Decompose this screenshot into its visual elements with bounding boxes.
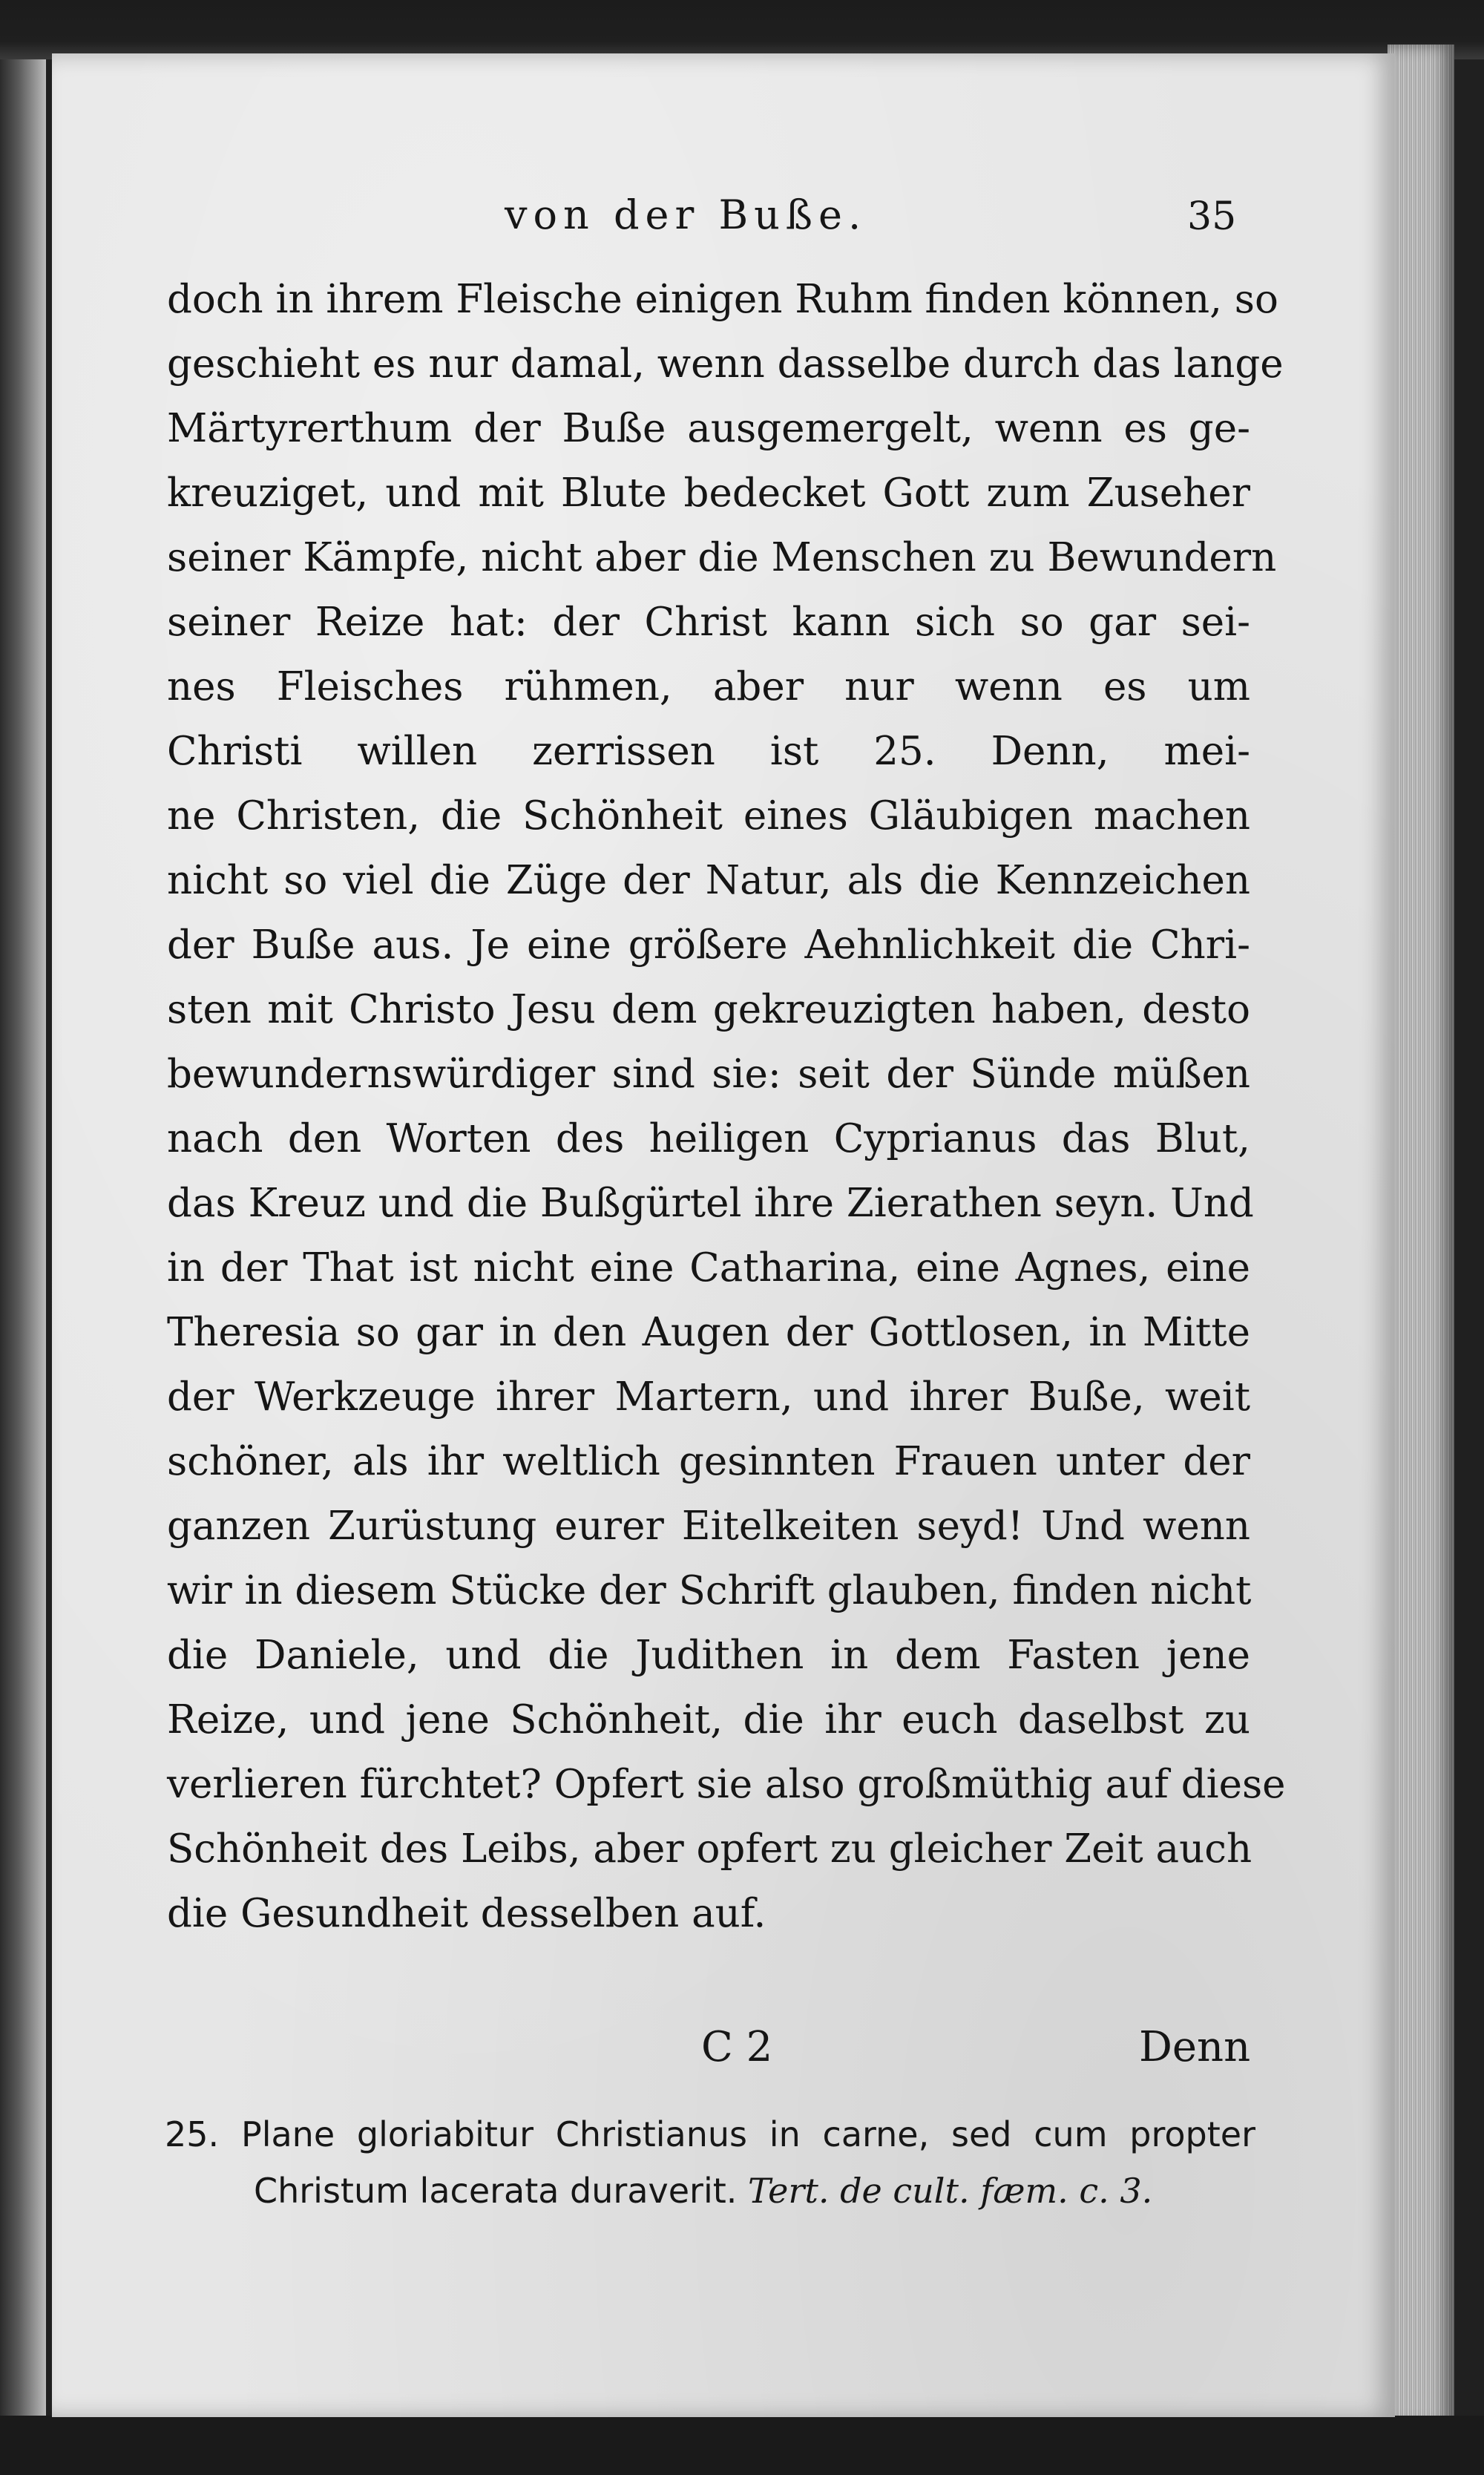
footnote-quote: Christum lacerata duraverit. <box>254 2171 738 2211</box>
text-line: die Gesundheit desselben auf. <box>167 1891 766 1936</box>
body-text <box>167 267 1286 1946</box>
signature-mark: C 2 <box>701 2023 773 2071</box>
text-line: Theresia so gar in den Augen der Gottlosen, in Mitte <box>167 1310 1250 1355</box>
catchword: Denn <box>1139 2023 1251 2071</box>
text-line: Reize, und jene Schönheit, die ihr euch daselbst zu <box>167 1697 1250 1743</box>
text-line: bewundernswürdiger sind sie: seit der Sünde müßen <box>167 1052 1250 1097</box>
text-line: Märtyrerthum der Buße ausgemergelt, wenn es ge- <box>167 406 1250 451</box>
facing-page-edge <box>0 0 46 2475</box>
text-line: kreuziget, und mit Blute bedecket Gott zum Zuseher <box>167 471 1250 516</box>
footnote <box>165 2106 1255 2219</box>
text-line: nes Fleisches rühmen, aber nur wenn es um <box>167 664 1250 709</box>
text-line: das Kreuz und die Bußgürtel ihre Zierathen seyn. Und <box>167 1181 1254 1226</box>
text-line: geschieht es nur damal, wenn dasselbe durch das lange <box>167 341 1284 387</box>
text-line: der Buße aus. Je eine größere Aehnlichkeit die Chri- <box>167 922 1250 968</box>
text-line: doch in ihrem Fleische einigen Ruhm finden können, so <box>167 277 1278 322</box>
text-line: seiner Reize hat: der Christ kann sich so gar sei- <box>167 600 1250 645</box>
footnote-citation: Tert. de cult. fæm. c. 3. <box>748 2171 1153 2211</box>
text-line: nicht so viel die Züge der Natur, als die Kennzeichen <box>167 858 1250 903</box>
top-scan-edge <box>0 0 1484 59</box>
text-line: Schönheit des Leibs, aber opfert zu gleicher Zeit auch <box>167 1826 1252 1872</box>
text-line: sten mit Christo Jesu dem gekreuzigten haben, desto <box>167 987 1250 1032</box>
text-line: der Werkzeuge ihrer Martern, und ihrer Buße, weit <box>167 1374 1250 1420</box>
text-line: schöner, als ihr weltlich gesinnten Frauen unter der <box>167 1439 1250 1484</box>
footnote-line <box>165 2163 1255 2219</box>
text-line: in der That ist nicht eine Catharina, eine Agnes, eine <box>167 1245 1250 1291</box>
footnote-line: 25. Plane gloriabitur Christianus in carne, sed cum propter <box>165 2114 1255 2154</box>
text-line: ne Christen, die Schönheit eines Gläubigen machen <box>167 793 1250 839</box>
text-line: Christi willen zerrissen ist 25. Denn, mei- <box>167 729 1250 774</box>
text-line: nach den Worten des heiligen Cyprianus das Blut, <box>167 1116 1250 1161</box>
bottom-scan-edge <box>0 2416 1484 2475</box>
running-head: von der Buße. <box>505 191 867 238</box>
page-number: 35 <box>1187 194 1237 239</box>
page-stack-edge <box>1388 45 1454 2427</box>
text-line: wir in diesem Stücke der Schrift glauben, finden nicht <box>167 1568 1252 1613</box>
text-line: die Daniele, und die Judithen in dem Fasten jene <box>167 1633 1250 1678</box>
text-line: verlieren fürchtet? Opfert sie also großmüthig auf diese <box>167 1762 1286 1807</box>
text-line: seiner Kämpfe, nicht aber die Menschen zu Bewundern <box>167 535 1277 580</box>
text-line: ganzen Zurüstung eurer Eitelkeiten seyd! Und wenn <box>167 1504 1250 1549</box>
